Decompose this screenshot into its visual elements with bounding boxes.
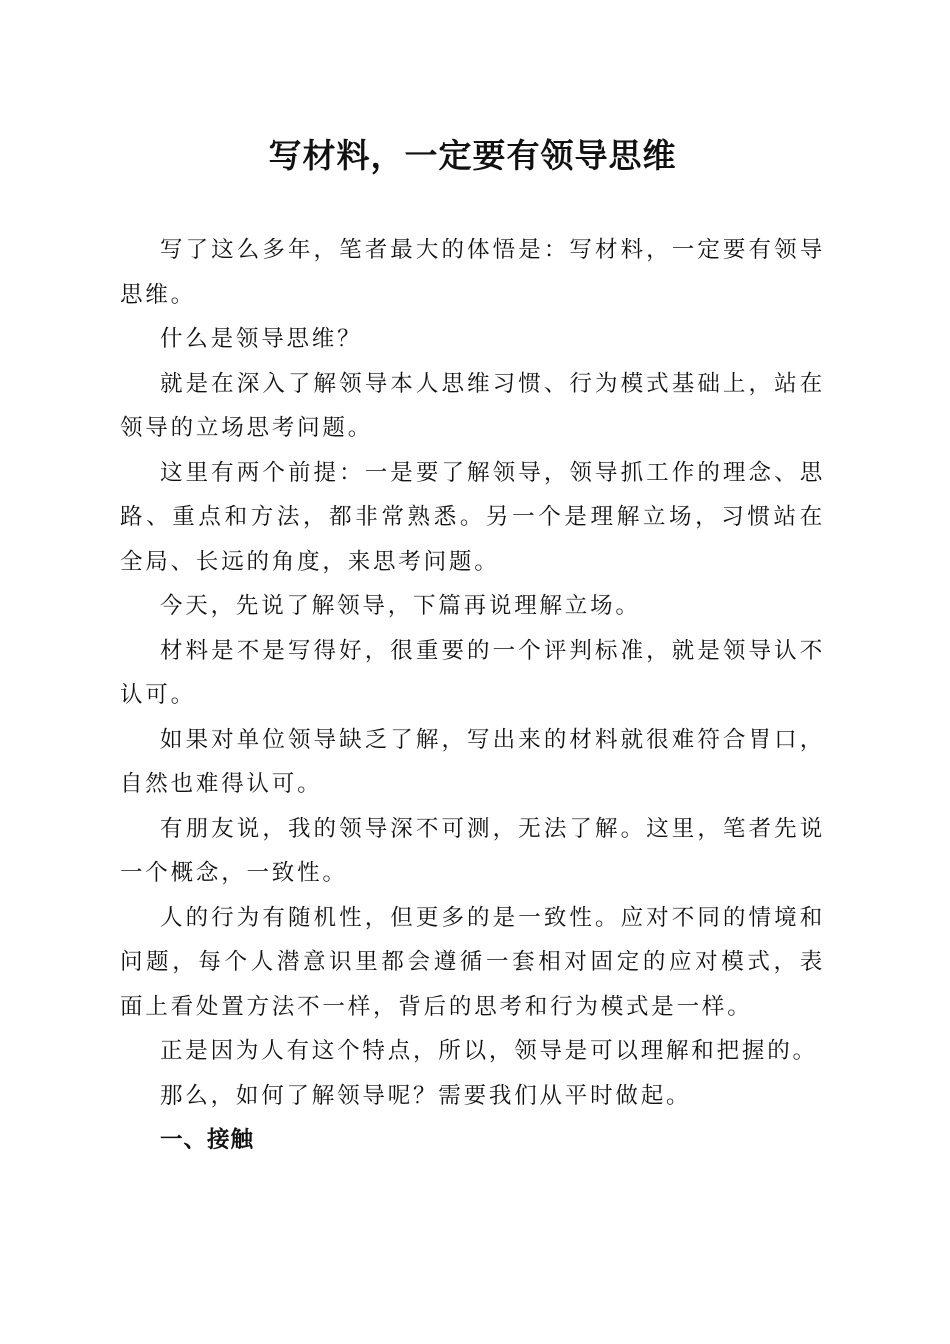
paragraph-1: 写了这么多年，笔者最大的体悟是：写材料，一定要有领导思维。 (120, 237, 825, 308)
paragraph-6: 材料是不是写得好，很重要的一个评判标准，就是领导认不认可。 (120, 637, 825, 708)
paragraph-11: 那么，如何了解领导呢？需要我们从平时做起。 (160, 1082, 692, 1109)
paragraph-9: 人的行为有随机性，但更多的是一致性。应对不同的情境和问题，每个人潜意识里都会遵循一套相对固定的应对模式，表面上看处置方法不一样，背后的思考和行为模式是一样。 (120, 904, 825, 1020)
paragraph-5: 今天，先说了解领导，下篇再说理解立场。 (160, 593, 641, 619)
paragraph-3: 就是在深入了解领导本人思维习惯、行为模式基础上，站在领导的立场思考问题。 (120, 370, 825, 441)
paragraph-7: 如果对单位领导缺乏了解，写出来的材料就很难符合胃口，自然也难得认可。 (120, 726, 825, 797)
paragraph-10: 正是因为人有这个特点，所以，领导是可以理解和把握的。 (160, 1038, 818, 1064)
paragraph-2: 什么是领导思维？ (160, 326, 363, 352)
document-title: 写材料，一定要有领导思维 (268, 136, 677, 175)
paragraph-4: 这里有两个前提：一是要了解领导，领导抓工作的理念、思路、重点和方法，都非常熟悉。另一个是理解立场，习惯站在全局、长远的角度，来思考问题。 (120, 459, 825, 575)
section-heading: 一、接触 (160, 1127, 255, 1153)
paragraph-8: 有朋友说，我的领导深不可测，无法了解。这里，笔者先说一个概念，一致性。 (120, 815, 825, 886)
